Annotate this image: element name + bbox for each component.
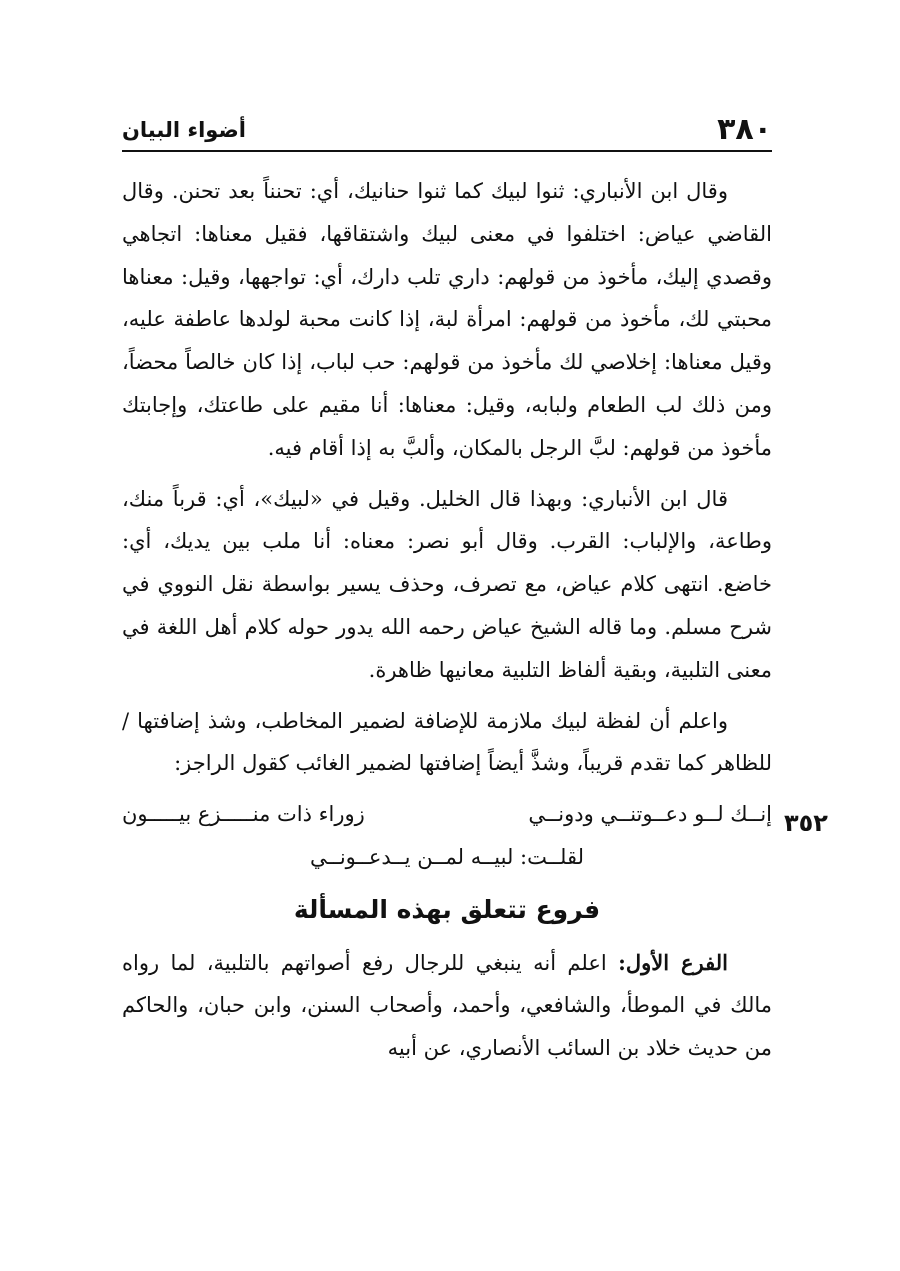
section-heading: فروع تتعلق بهذه المسألة bbox=[293, 894, 601, 924]
paragraph-3: واعلم أن لفظة لبيك ملازمة للإضافة لضمير المخاطب، وشذ إضافتها / للظاهر كما تقدم قريباً، وشذَّ أيضاً إضافتها لضمير الغائب كقول الراجز: bbox=[122, 708, 772, 776]
paragraph-2: قال ابن الأنباري: وبهذا قال الخليل. وقيل في «لبيك»، أي: قرباً منك، وطاعة، والإلباب: القرب. وقال أبو نصر: معناه: أنا ملب بين يديك، أي: خاضع. انتهى كلام عياض، مع تصرف، وحذف يسير بواسطة نقل النووي في شرح مسلم. وما قاله الشيخ عياض رحمه الله يدور حوله كلام أهل اللغة في معنى التلبية، وبقية ألفاظ التلبية معانيها ظاهرة. bbox=[122, 486, 772, 682]
verse-hemistich-left: زوراء ذات منـــــزع بيـــــون bbox=[122, 802, 365, 827]
branch-paragraph bbox=[122, 942, 772, 1070]
branch-lead: الفرع الأول: bbox=[618, 949, 728, 975]
verse-hemistich-right: إنــك لــو دعــوتنــي ودونــي bbox=[528, 802, 772, 827]
verse-hemistich-single: لقلــت: لبيــه لمــن يــدعــونــي bbox=[310, 844, 584, 869]
verse-line-1 bbox=[122, 793, 772, 836]
branch-text: اعلم أنه ينبغي للرجال رفع أصواتهم بالتلبية، لما رواه مالك في الموطأ، والشافعي، وأحمد، وأصحاب السنن، وابن حبان، والحاكم من حديث خلاد بن السائب الأنصاري، عن أبيه bbox=[122, 950, 772, 1061]
page-header bbox=[122, 112, 772, 152]
running-title: أضواء البيان bbox=[122, 118, 246, 142]
page-body bbox=[122, 170, 772, 1078]
paragraph-1: وقال ابن الأنباري: ثنوا لبيك كما ثنوا حنانيك، أي: تحنناً بعد تحنن. وقال القاضي عياض: اختلفوا في معنى لبيك واشتقاقها، فقيل معناها: اتجاهي وقصدي إليك، مأخوذ من قولهم: داري تلب دارك، أي: تواجهها، وقيل: معناها محبتي لك، مأخوذ من قولهم: امرأة لبة، إذا كانت محبة لولدها عاطفة عليه، وقيل معناها: إخلاصي لك مأخوذ من قولهم: حب لباب، إذا كان خالصاً محضاً، ومن ذلك لب الطعام ولبابه، وقيل: معناها: أنا مقيم على طاعتك، وإجابتك مأخوذ من قولهم: لبَّ الرجل بالمكان، وألبَّ به إذا أقام فيه. bbox=[122, 179, 772, 460]
header-rule bbox=[122, 150, 772, 152]
page-number: ٣٨٠ bbox=[717, 112, 772, 147]
poem-verse bbox=[122, 793, 772, 879]
verse-line-2 bbox=[122, 836, 772, 879]
margin-page-reference: ٣٥٢ bbox=[784, 809, 828, 837]
